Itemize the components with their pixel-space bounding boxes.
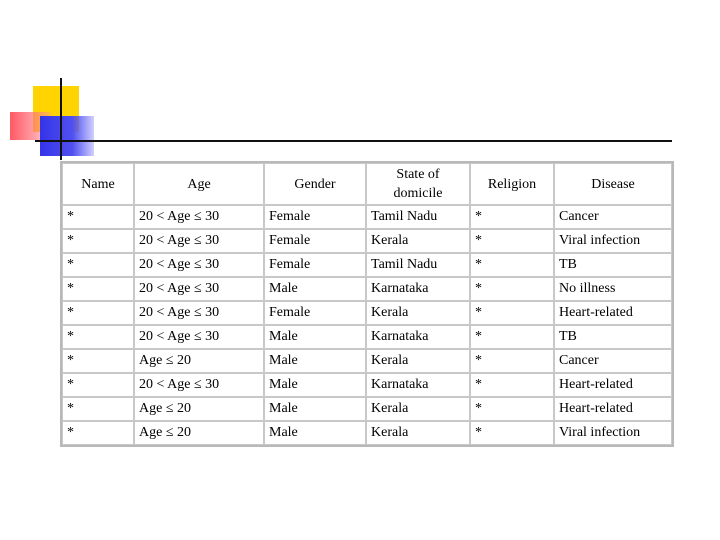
disease-cell: TB xyxy=(554,253,672,277)
religion-cell: * xyxy=(470,349,554,373)
age-cell: 20 < Age ≤ 30 xyxy=(134,205,264,229)
disease-cell: Viral infection xyxy=(554,229,672,253)
table-body xyxy=(62,205,672,445)
age-cell: 20 < Age ≤ 30 xyxy=(134,277,264,301)
name-cell: * xyxy=(62,349,134,373)
table-row xyxy=(62,301,672,325)
religion-cell: * xyxy=(470,277,554,301)
age-cell: Age ≤ 20 xyxy=(134,397,264,421)
religion-cell: * xyxy=(470,253,554,277)
header-name: Name xyxy=(62,163,134,205)
slide-ornament-blue-square xyxy=(40,116,94,156)
name-cell: * xyxy=(62,301,134,325)
table-row xyxy=(62,421,672,445)
state-cell: Karnataka xyxy=(366,373,470,397)
disease-cell: Viral infection xyxy=(554,421,672,445)
age-cell: 20 < Age ≤ 30 xyxy=(134,229,264,253)
state-cell: Karnataka xyxy=(366,277,470,301)
age-cell: 20 < Age ≤ 30 xyxy=(134,325,264,349)
gender-cell: Male xyxy=(264,397,366,421)
name-cell: * xyxy=(62,253,134,277)
age-cell: Age ≤ 20 xyxy=(134,421,264,445)
name-cell: * xyxy=(62,325,134,349)
age-cell: 20 < Age ≤ 30 xyxy=(134,253,264,277)
name-cell: * xyxy=(62,397,134,421)
table-row xyxy=(62,373,672,397)
gender-cell: Male xyxy=(264,349,366,373)
religion-cell: * xyxy=(470,397,554,421)
state-cell: Kerala xyxy=(366,229,470,253)
header-disease: Disease xyxy=(554,163,672,205)
gender-cell: Male xyxy=(264,421,366,445)
slide-ornament-vertical-rule xyxy=(60,78,62,160)
table-row xyxy=(62,205,672,229)
gender-cell: Male xyxy=(264,373,366,397)
age-cell: 20 < Age ≤ 30 xyxy=(134,301,264,325)
religion-cell: * xyxy=(470,325,554,349)
name-cell: * xyxy=(62,373,134,397)
gender-cell: Female xyxy=(264,229,366,253)
disease-cell: TB xyxy=(554,325,672,349)
table-header-row xyxy=(62,163,672,205)
age-cell: Age ≤ 20 xyxy=(134,349,264,373)
disease-cell: Heart-related xyxy=(554,301,672,325)
disease-cell: Heart-related xyxy=(554,373,672,397)
table-row xyxy=(62,277,672,301)
table-row xyxy=(62,325,672,349)
state-cell: Kerala xyxy=(366,421,470,445)
disease-cell: Cancer xyxy=(554,349,672,373)
age-cell: 20 < Age ≤ 30 xyxy=(134,373,264,397)
state-cell: Kerala xyxy=(366,301,470,325)
name-cell: * xyxy=(62,205,134,229)
disease-cell: Cancer xyxy=(554,205,672,229)
header-gender: Gender xyxy=(264,163,366,205)
state-cell: Kerala xyxy=(366,349,470,373)
name-cell: * xyxy=(62,277,134,301)
table-row xyxy=(62,229,672,253)
disease-cell: No illness xyxy=(554,277,672,301)
state-cell: Kerala xyxy=(366,397,470,421)
header-state-of-domicile: State of domicile xyxy=(366,163,470,205)
gender-cell: Female xyxy=(264,253,366,277)
slide-title-rule xyxy=(35,140,672,142)
state-cell: Karnataka xyxy=(366,325,470,349)
gender-cell: Male xyxy=(264,325,366,349)
disease-cell: Heart-related xyxy=(554,397,672,421)
header-religion: Religion xyxy=(470,163,554,205)
name-cell: * xyxy=(62,229,134,253)
name-cell: * xyxy=(62,421,134,445)
religion-cell: * xyxy=(470,229,554,253)
anonymized-records-table-wrapper xyxy=(60,161,674,447)
state-cell: Tamil Nadu xyxy=(366,205,470,229)
table-row xyxy=(62,349,672,373)
state-cell: Tamil Nadu xyxy=(366,253,470,277)
gender-cell: Female xyxy=(264,301,366,325)
religion-cell: * xyxy=(470,373,554,397)
gender-cell: Male xyxy=(264,277,366,301)
religion-cell: * xyxy=(470,205,554,229)
table-row xyxy=(62,253,672,277)
table-row xyxy=(62,397,672,421)
religion-cell: * xyxy=(470,421,554,445)
header-age: Age xyxy=(134,163,264,205)
gender-cell: Female xyxy=(264,205,366,229)
anonymized-records-table xyxy=(60,161,674,447)
religion-cell: * xyxy=(470,301,554,325)
